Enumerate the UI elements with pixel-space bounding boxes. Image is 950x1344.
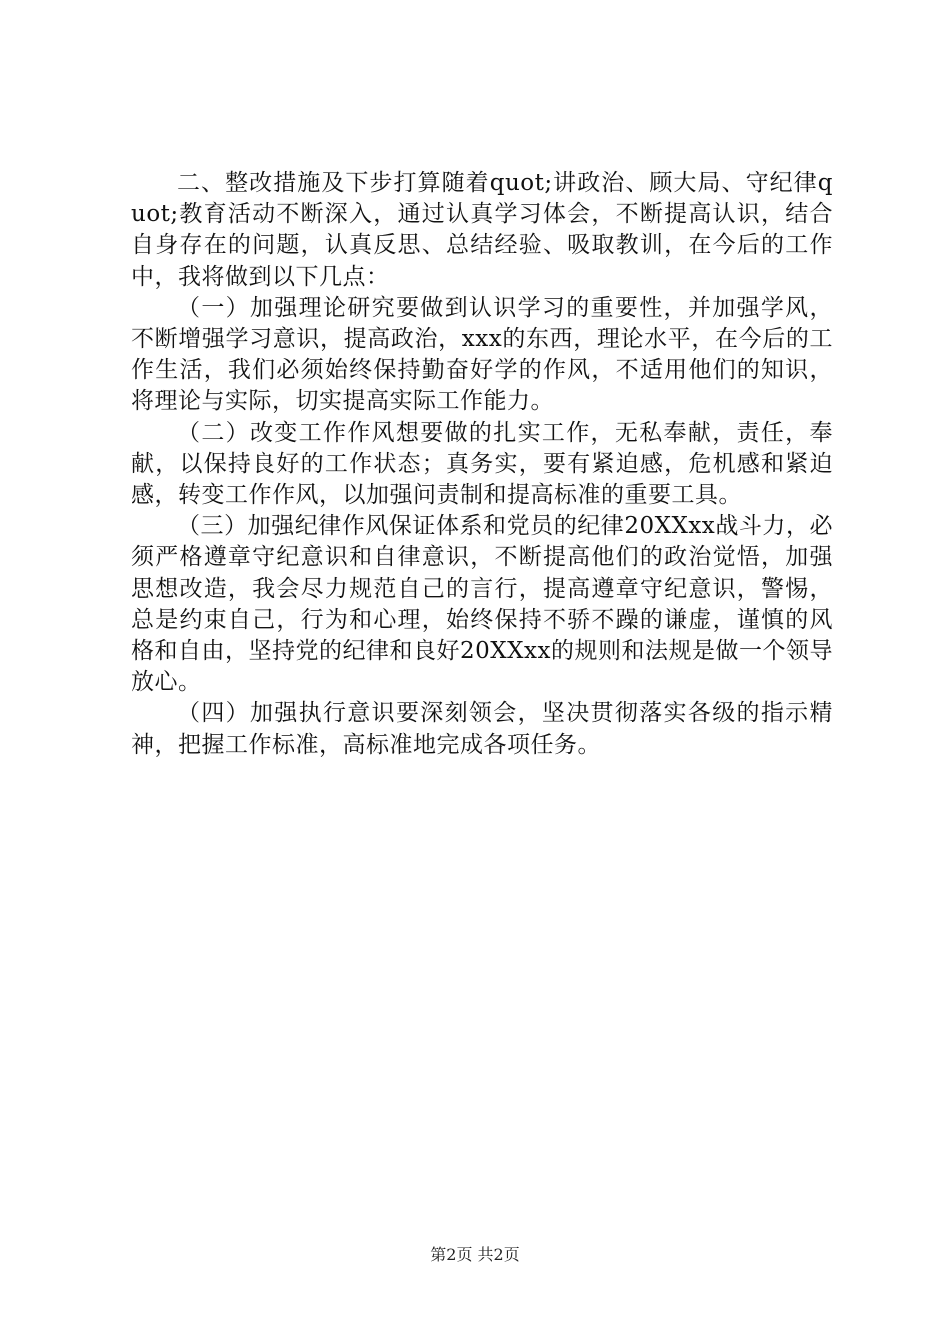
paragraph-item-4-execution: （四）加强执行意识要深刻领会，坚决贯彻落实各级的指示精神，把握工作标准，高标准地完成各项任务。	[131, 700, 833, 758]
paragraph-rectification-intro: 二、整改措施及下步打算随着quot;讲政治、顾大局、守纪律quot;教育活动不断深入，通过认真学习体会，不断提高认识，结合自身存在的问题，认真反思、总结经验、吸取教训，在今后的工作中，我将做到以下几点：	[131, 170, 833, 290]
page-footer: 第2页 共2页	[430, 1245, 520, 1264]
paragraph-item-2-work-style: （二）改变工作作风想要做的扎实工作，无私奉献，责任，奉献，以保持良好的工作状态；真务实，要有紧迫感，危机感和紧迫感，转变工作作风，以加强问责制和提高标准的重要工具。	[131, 419, 833, 509]
paragraph-item-3-discipline: （三）加强纪律作风保证体系和党员的纪律20XXxx战斗力，必须严格遵章守纪意识和自律意识，不断提高他们的政治觉悟，加强思想改造，我会尽力规范自己的言行，提高遵章守纪意识，警惕，总是约束自己，行为和心理，始终保持不骄不躁的谦虚，谨慎的风格和自由，坚持党的纪律和良好20XXxx的规则和法规是做一个领导放心。	[131, 513, 833, 696]
paragraph-item-1-theory: （一）加强理论研究要做到认识学习的重要性，并加强学风，不断增强学习意识，提高政治，xxx的东西，理论水平，在今后的工作生活，我们必须始终保持勤奋好学的作风，不适用他们的知识，将理论与实际，切实提高实际工作能力。	[131, 294, 833, 415]
document-body	[131, 168, 833, 761]
